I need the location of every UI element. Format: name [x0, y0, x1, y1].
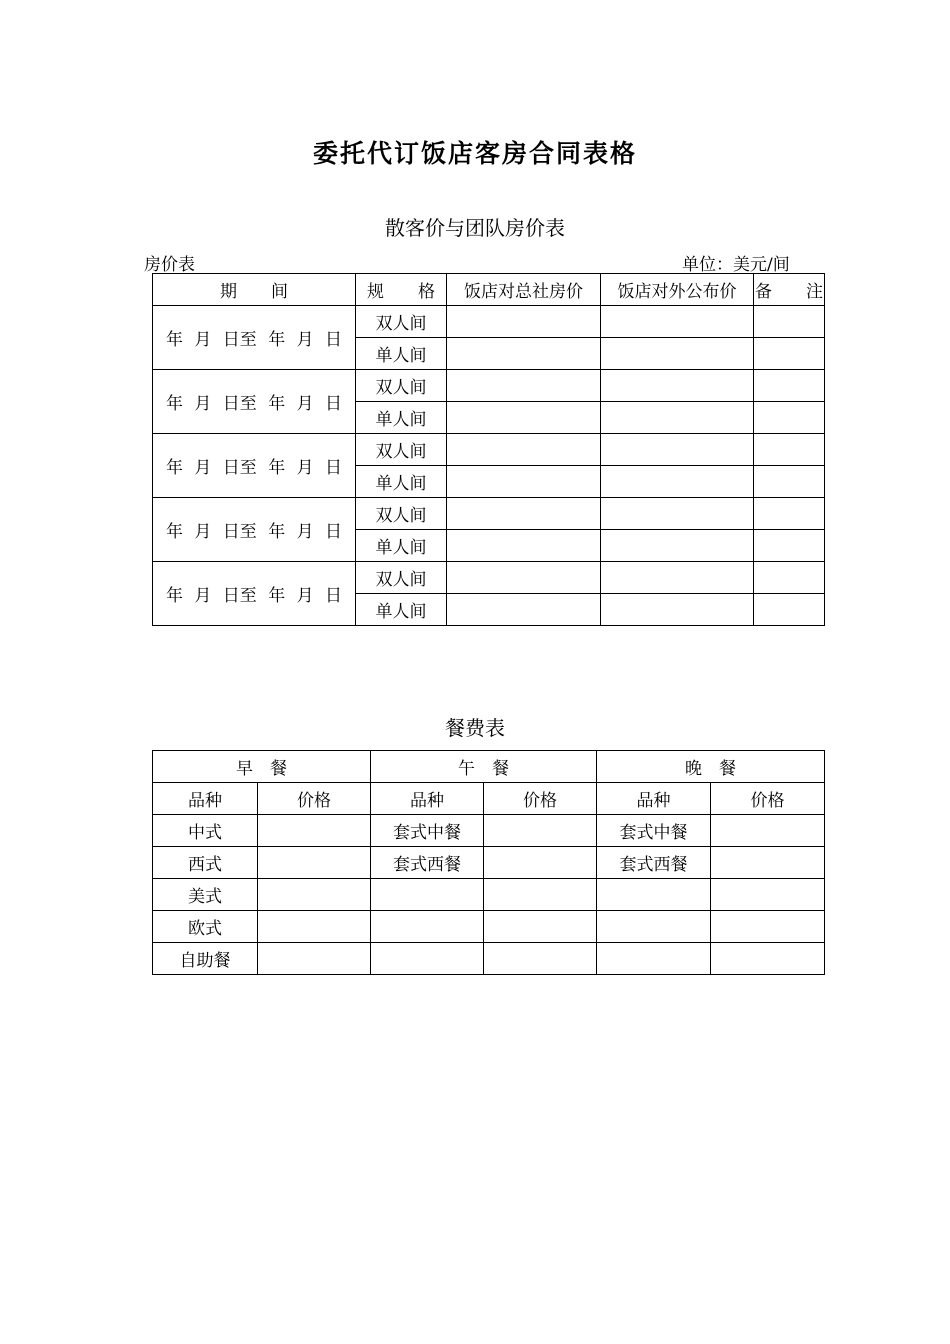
public-rate-cell[interactable] [601, 594, 754, 626]
meal-item-cell[interactable] [371, 911, 484, 943]
meal-price-cell[interactable] [711, 815, 825, 847]
header-lunch: 午 餐 [371, 751, 597, 783]
room-rate-row [153, 370, 825, 402]
room-rate-row [153, 306, 825, 338]
header-hotel-to-agency-rate: 饭店对总社房价 [447, 274, 601, 306]
meal-item-cell: 中式 [153, 815, 258, 847]
subheader-item: 品种 [597, 783, 711, 815]
meal-price-cell[interactable] [258, 879, 371, 911]
agency-rate-cell[interactable] [447, 562, 601, 594]
meal-price-cell[interactable] [258, 847, 371, 879]
meal-item-cell: 套式西餐 [371, 847, 484, 879]
meal-price-cell[interactable] [258, 911, 371, 943]
period-cell[interactable]: 年 月 日至 年 月 日 [153, 562, 356, 626]
meal-item-cell: 欧式 [153, 911, 258, 943]
agency-rate-cell[interactable] [447, 370, 601, 402]
period-cell[interactable]: 年 月 日至 年 月 日 [153, 498, 356, 562]
agency-rate-cell[interactable] [447, 498, 601, 530]
period-cell[interactable]: 年 月 日至 年 月 日 [153, 370, 356, 434]
meal-subheader-row [153, 783, 825, 815]
room-rate-table [152, 273, 825, 626]
subheader-price: 价格 [258, 783, 371, 815]
room-rate-row [153, 434, 825, 466]
remarks-cell[interactable] [754, 402, 825, 434]
room-type-cell: 单人间 [356, 594, 447, 626]
meal-item-cell: 自助餐 [153, 943, 258, 975]
public-rate-cell[interactable] [601, 530, 754, 562]
room-rate-section-title: 散客价与团队房价表 [385, 216, 565, 240]
meal-group-header-row [153, 751, 825, 783]
room-type-cell: 单人间 [356, 466, 447, 498]
room-type-cell: 双人间 [356, 562, 447, 594]
meal-row [153, 879, 825, 911]
remarks-cell[interactable] [754, 594, 825, 626]
meal-item-cell[interactable] [597, 943, 711, 975]
public-rate-cell[interactable] [601, 498, 754, 530]
public-rate-cell[interactable] [601, 338, 754, 370]
meal-price-cell[interactable] [484, 847, 597, 879]
room-type-cell: 单人间 [356, 402, 447, 434]
meal-price-cell[interactable] [711, 911, 825, 943]
meal-section-title: 餐费表 [445, 716, 505, 740]
meal-price-cell[interactable] [711, 879, 825, 911]
meal-price-cell[interactable] [711, 943, 825, 975]
public-rate-cell[interactable] [601, 466, 754, 498]
remarks-cell[interactable] [754, 306, 825, 338]
meal-price-cell[interactable] [484, 879, 597, 911]
room-table-caption: 房价表 [144, 255, 195, 275]
subheader-item: 品种 [371, 783, 484, 815]
subheader-price: 价格 [484, 783, 597, 815]
room-type-cell: 双人间 [356, 434, 447, 466]
room-table-header-row [153, 274, 825, 306]
room-type-cell: 单人间 [356, 338, 447, 370]
header-dinner: 晚 餐 [597, 751, 825, 783]
header-hotel-public-rate: 饭店对外公布价 [601, 274, 754, 306]
meal-item-cell: 套式中餐 [371, 815, 484, 847]
header-breakfast: 早 餐 [153, 751, 371, 783]
room-type-cell: 双人间 [356, 498, 447, 530]
room-type-cell: 双人间 [356, 306, 447, 338]
remarks-cell[interactable] [754, 498, 825, 530]
remarks-cell[interactable] [754, 370, 825, 402]
subheader-price: 价格 [711, 783, 825, 815]
meal-price-cell[interactable] [484, 943, 597, 975]
meal-item-cell[interactable] [597, 911, 711, 943]
meal-price-cell[interactable] [711, 847, 825, 879]
agency-rate-cell[interactable] [447, 338, 601, 370]
public-rate-cell[interactable] [601, 370, 754, 402]
subheader-item: 品种 [153, 783, 258, 815]
meal-item-cell: 西式 [153, 847, 258, 879]
meal-item-cell: 套式中餐 [597, 815, 711, 847]
meal-item-cell[interactable] [371, 943, 484, 975]
meal-item-cell: 套式西餐 [597, 847, 711, 879]
agency-rate-cell[interactable] [447, 466, 601, 498]
room-type-cell: 双人间 [356, 370, 447, 402]
agency-rate-cell[interactable] [447, 434, 601, 466]
agency-rate-cell[interactable] [447, 306, 601, 338]
meal-price-cell[interactable] [258, 815, 371, 847]
unit-label: 单位：美元/间 [682, 255, 790, 275]
room-rate-row [153, 562, 825, 594]
meal-price-cell[interactable] [484, 815, 597, 847]
public-rate-cell[interactable] [601, 562, 754, 594]
period-cell[interactable]: 年 月 日至 年 月 日 [153, 306, 356, 370]
meal-fee-table [152, 750, 825, 975]
meal-item-cell: 美式 [153, 879, 258, 911]
remarks-cell[interactable] [754, 466, 825, 498]
period-cell[interactable]: 年 月 日至 年 月 日 [153, 434, 356, 498]
agency-rate-cell[interactable] [447, 594, 601, 626]
remarks-cell[interactable] [754, 530, 825, 562]
agency-rate-cell[interactable] [447, 530, 601, 562]
remarks-cell[interactable] [754, 338, 825, 370]
public-rate-cell[interactable] [601, 402, 754, 434]
meal-row [153, 847, 825, 879]
meal-price-cell[interactable] [484, 911, 597, 943]
remarks-cell[interactable] [754, 434, 825, 466]
room-type-cell: 单人间 [356, 530, 447, 562]
meal-row [153, 943, 825, 975]
meal-item-cell[interactable] [371, 879, 484, 911]
header-spec: 规 格 [356, 274, 447, 306]
meal-price-cell[interactable] [258, 943, 371, 975]
public-rate-cell[interactable] [601, 434, 754, 466]
public-rate-cell[interactable] [601, 306, 754, 338]
meal-item-cell[interactable] [597, 879, 711, 911]
document-title: 委托代订饭店客房合同表格 [312, 139, 637, 168]
room-rate-row [153, 498, 825, 530]
header-period: 期 间 [153, 274, 356, 306]
agency-rate-cell[interactable] [447, 402, 601, 434]
remarks-cell[interactable] [754, 562, 825, 594]
header-remarks: 备 注 [754, 274, 825, 306]
meal-row [153, 815, 825, 847]
meal-row [153, 911, 825, 943]
